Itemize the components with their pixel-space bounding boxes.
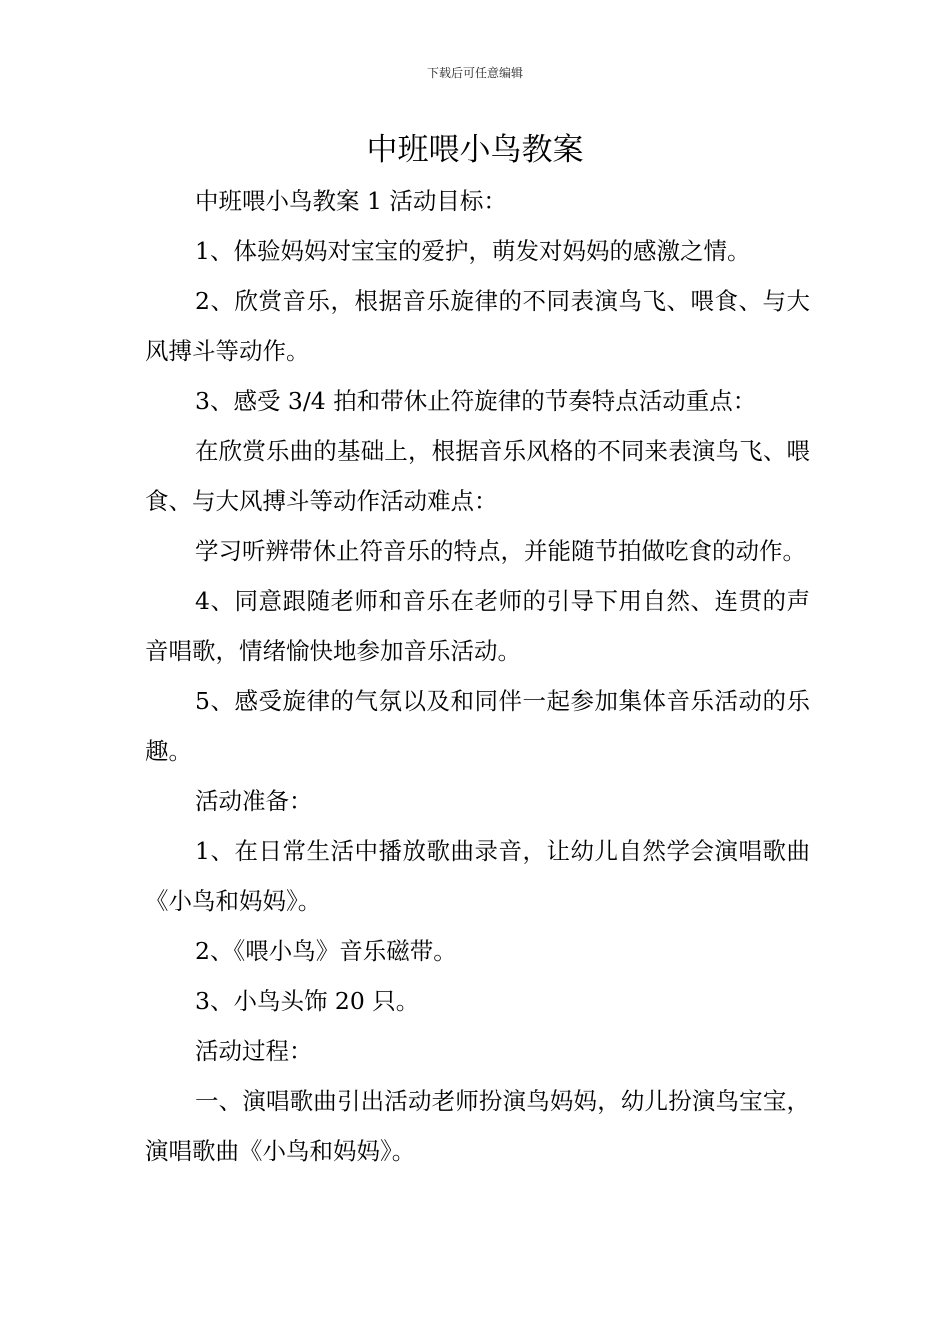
paragraph: 1、在日常生活中播放歌曲录音，让幼儿自然学会演唱歌曲《小鸟和妈妈》。: [145, 837, 810, 915]
document-body: [145, 176, 810, 1176]
paragraph: 3、感受 3/4 拍和带休止符旋律的节奏特点活动重点：: [195, 387, 757, 415]
paragraph: 一、演唱歌曲引出活动老师扮演鸟妈妈，幼儿扮演鸟宝宝，演唱歌曲《小鸟和妈妈》。: [145, 1087, 810, 1165]
paragraph: 4、同意跟随老师和音乐在老师的引导下用自然、连贯的声音唱歌，情绪愉快地参加音乐活动。: [145, 587, 810, 665]
page-header-note: 下载后可任意编辑: [426, 66, 523, 80]
paragraph: 2、欣赏音乐，根据音乐旋律的不同表演鸟飞、喂食、与大风搏斗等动作。: [145, 287, 810, 365]
paragraph: 2、《喂小鸟》音乐磁带。: [195, 937, 457, 965]
section-heading: 活动过程：: [195, 1037, 313, 1065]
paragraph: 在欣赏乐曲的基础上，根据音乐风格的不同来表演鸟飞、喂食、与大风搏斗等动作活动难点：: [145, 437, 810, 515]
paragraph: 5、感受旋律的气氛以及和同伴一起参加集体音乐活动的乐趣。: [145, 687, 810, 765]
document-title: 中班喂小鸟教案: [366, 132, 584, 168]
paragraph: 学习听辨带休止符音乐的特点，并能随节拍做吃食的动作。: [195, 537, 806, 565]
section-heading: 活动准备：: [195, 787, 313, 815]
paragraph: 中班喂小鸟教案 1 活动目标：: [195, 187, 507, 215]
paragraph: 3、小鸟头饰 20 只。: [195, 987, 420, 1015]
paragraph: 1、体验妈妈对宝宝的爱护，萌发对妈妈的感激之情。: [195, 237, 751, 265]
